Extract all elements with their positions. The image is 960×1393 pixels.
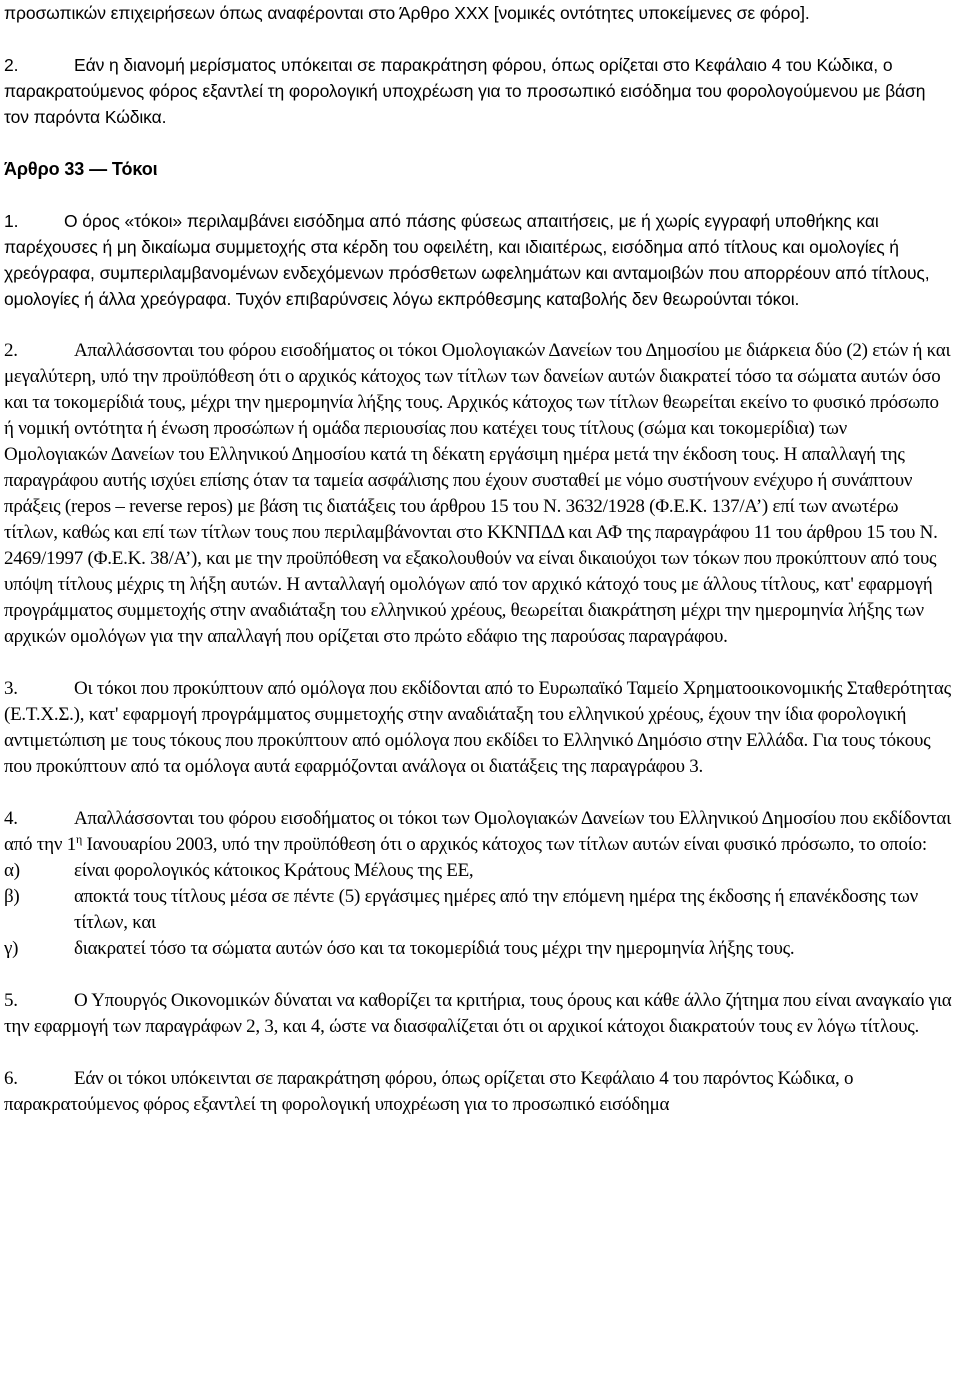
section-top	[4, 0, 952, 312]
paragraph-text: Ο όρος «τόκοι» περιλαμβάνει εισόδημα από πάσης φύσεως απαιτήσεις, με ή χωρίς εγγραφή υποθήκης και παρέχουσες ή μη δικαίωμα συμμετοχής στα κέρδη του οφειλέτη, και ιδιαιτέρως, εισόδημα από τίτλους και ομολογίες ή χρεόγραφα, συμπεριλαμβανομένων ενδεχόμενων πρόσθετων ωφελημάτων και ανταμοιβών που απορρέουν από τίτλους, ομολογίες ή άλλα χρεόγραφα. Τυχόν επιβαρύνσεις λόγω εκπρόθεσμης καταβολής δεν θεωρούνται τόκοι.	[4, 211, 930, 309]
paragraph-text-cont: Ιανουαρίου 2003, υπό την προϋπόθεση ότι ο αρχικός κάτοχος των τίτλων αυτών είναι φυσικό πρόσωπο, το οποίο:	[82, 834, 927, 855]
paragraph-text: Απαλλάσσονται του φόρου εισοδήματος οι τόκοι Ομολογιακών Δανείων του Δημοσίου με διάρκεια δύο (2) ετών ή και μεγαλύτερη, υπό την προϋπόθεση ότι ο αρχικός κάτοχος των τίτλων των δανείων αυτών διακρατεί τόσο τα σώματα αυτών όσο και τα τοκομερίδιά τους, μέχρι την ημερομηνία λήξης τους. Αρχικός κάτοχος των τίτλων θεωρείται εκείνο το φυσικό πρόσωπο ή νομική οντότητα ή ένωση προσώπων ή ομάδα περιουσίας που κατέχει τους τίτλους (σώμα και τοκομερίδια) των Ομολογιακών Δανείων του Ελληνικού Δημοσίου κατά τη δέκατη εργάσιμη ημέρα μετά την έκδοση τους. Η απαλλαγή της παραγράφου αυτής ισχύει επίσης όταν τα ταμεία ασφάλισης που έχουν συσταθεί με νόμο συστήνουν ενέχυρο ή συνάπτουν πράξεις (repos – reverse repos) με βάση τις διατάξεις του άρθρου 15 του Ν. 3632/1928 (Φ.Ε.Κ. 137/Α’) επί των ανωτέρω τίτλων, καθώς και επί των τίτλων τους που περιλαμβάνονται στο ΚΚΝΠΔΔ και ΑΦ της παραγράφου 11 του άρθρου 15 του Ν. 2469/1997 (Φ.Ε.Κ. 38/Α’), και με την προϋπόθεση να εξακολουθούν να είναι δικαιούχοι των τόκων που προκύπτουν από τους υπόψη τίτλους μέχρις τη λήξη αυτών. Η ανταλλαγή ομολόγων από τον αρχικό κάτοχό τους με άλλους τίτλους, κατ' εφαρμογή προγράμματος συμμετοχής στην αναδιάταξη του ελληνικού χρέους, θεωρείται διακράτηση μέχρι την ημερομηνία λήξης των αρχικών ομολόγων για την απαλλαγή που ορίζεται στο πρώτο εδάφιο της παρούσας παραγράφου.	[4, 340, 951, 647]
list-item	[4, 884, 952, 936]
paragraph-number: 2.	[4, 55, 19, 75]
paragraph-6	[4, 1066, 952, 1118]
paragraph-4	[4, 806, 952, 858]
list-item	[4, 936, 952, 962]
paragraph-number: 1.	[4, 211, 19, 231]
paragraph-text: Εάν η διανομή μερίσματος υπόκειται σε παρακράτηση φόρου, όπως ορίζεται στο Κεφάλαιο 4 του Κώδικα, ο παρακρατούμενος φόρος εξαντλεί τη φορολογική υποχρέωση για το προσωπικό εισόδημα του φορολογούμενου με βάση τον παρόντα Κώδικα.	[4, 55, 926, 127]
superscript: η	[75, 832, 82, 846]
paragraph-number: 2.	[4, 340, 18, 361]
paragraph-number: 3.	[4, 678, 18, 699]
paragraph-number: 6.	[4, 1068, 18, 1089]
paragraph-top-2	[4, 52, 952, 130]
paragraph-text: Απαλλάσσονται του φόρου εισοδήματος οι τόκοι των Ομολογιακών Δανείων του Ελληνικού Δημοσίου που εκδίδονται από την 1	[4, 808, 951, 855]
paragraph-continuation: προσωπικών επιχειρήσεων όπως αναφέρονται στο Άρθρο ΧΧΧ [νομικές οντότητες υποκείμενες σε φόρο].	[4, 3, 810, 23]
paragraph-2	[4, 338, 952, 650]
list-item-text: διακρατεί τόσο τα σώματα αυτών όσο και τα τοκομερίδιά τους μέχρι την ημερομηνία λήξης τους.	[74, 938, 795, 959]
document-page	[4, 0, 952, 1118]
section-body	[4, 338, 952, 1118]
list-item-text: είναι φορολογικός κάτοικος Κράτους Μέλους της ΕΕ,	[74, 860, 474, 881]
list-item-text: αποκτά τους τίτλους μέσα σε πέντε (5) εργάσιμες ημέρες από την επόμενη ημέρα της έκδοσης ή επανέκδοσης των τίτλων, και	[74, 886, 918, 933]
paragraph-text: Εάν οι τόκοι υπόκεινται σε παρακράτηση φόρου, όπως ορίζεται στο Κεφάλαιο 4 του παρόντος Κώδικα, ο παρακρατούμενος φόρος εξαντλεί τη φορολογική υποχρέωση για το προσωπικό εισόδημα	[4, 1068, 854, 1115]
paragraph-1	[4, 208, 952, 312]
paragraph-number: 4.	[4, 808, 18, 829]
list-item-label: α)	[4, 860, 20, 881]
paragraph-text: Οι τόκοι που προκύπτουν από ομόλογα που εκδίδονται από το Ευρωπαϊκό Ταμείο Χρηματοοικονομικής Σταθερότητας (Ε.Τ.Χ.Σ.), κατ' εφαρμογή προγράμματος συμμετοχής στην αναδιάταξη του ελληνικού χρέους, έχουν την ίδια φορολογική αντιμετώπιση με τους τόκους που προκύπτουν από ομόλογα που εκδίδει το Ελληνικό Δημόσιο στην Ελλάδα. Για τους τόκους που προκύπτουν από τα ομόλογα αυτά εφαρμόζονται ανάλογα οι διατάξεις της παραγράφου 3.	[4, 678, 951, 777]
paragraph-5	[4, 988, 952, 1040]
paragraph-3	[4, 676, 952, 780]
list-item-label: γ)	[4, 938, 19, 959]
article-heading: Άρθρο 33 — Τόκοι	[4, 159, 158, 179]
paragraph-text: Ο Υπουργός Οικονομικών δύναται να καθορίζει τα κριτήρια, τους όρους και κάθε άλλο ζήτημα που είναι αναγκαίο για την εφαρμογή των παραγράφων 2, 3, και 4, ώστε να διασφαλίζεται ότι οι αρχικοί κάτοχοι διακρατούν τους εν λόγω τίτλους.	[4, 990, 952, 1037]
list-item	[4, 858, 952, 884]
list-item-label: β)	[4, 886, 20, 907]
paragraph-number: 5.	[4, 990, 18, 1011]
